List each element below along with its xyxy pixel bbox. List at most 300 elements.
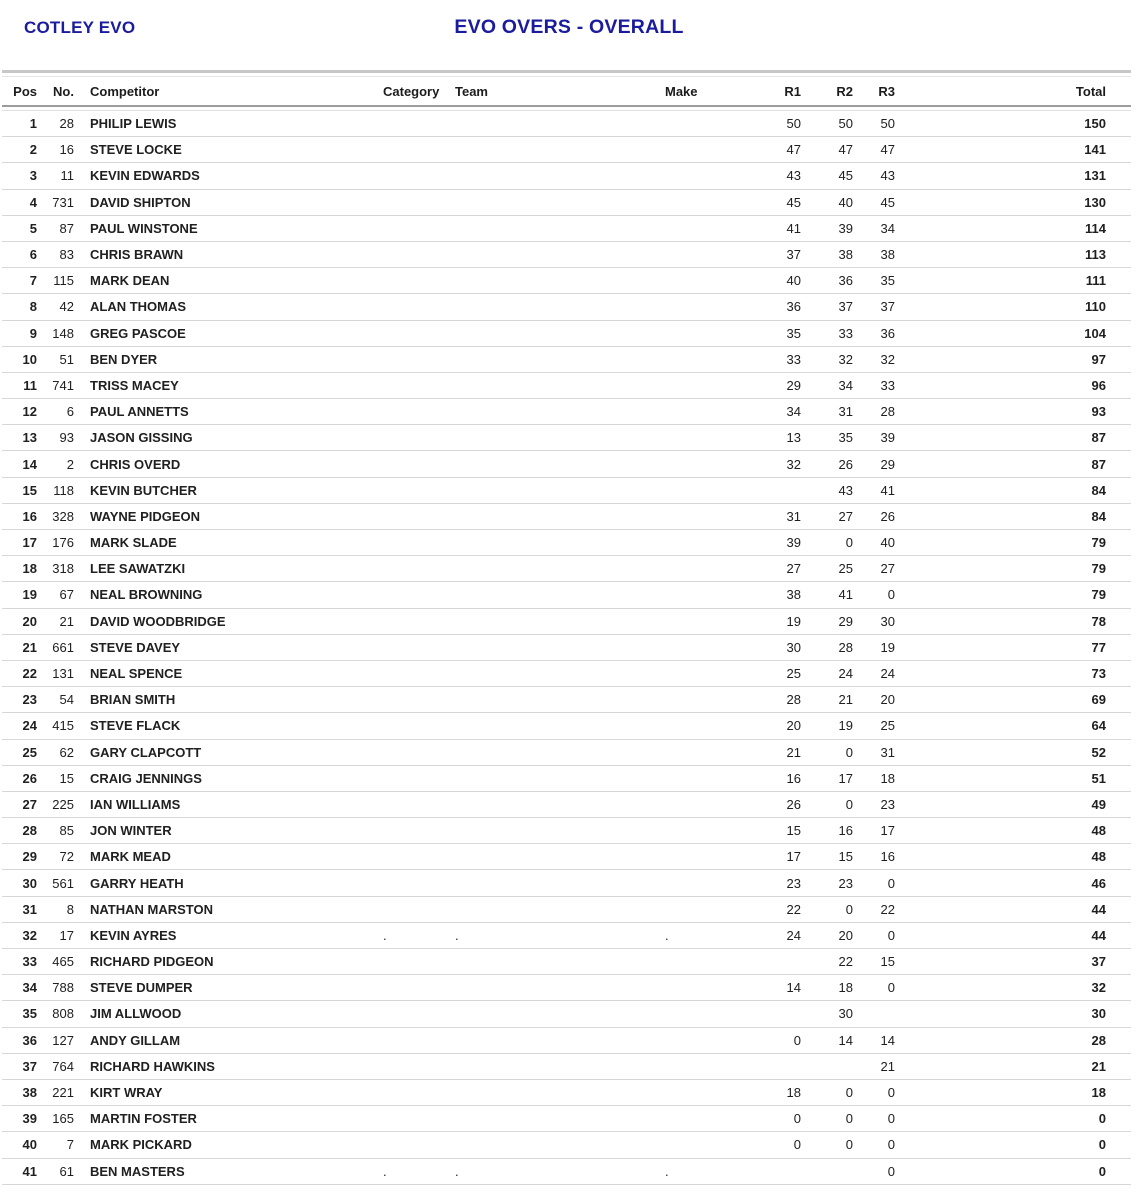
competitor-cell: NATHAN MARSTON [90, 901, 214, 917]
col-header-category: Category [383, 83, 440, 99]
table-row [2, 1159, 1131, 1185]
table-row [2, 1106, 1131, 1132]
total-cell: 111 [1085, 273, 1106, 289]
pos-cell: 17 [22, 535, 37, 551]
number-cell: 85 [59, 823, 74, 839]
competitor-cell: TRISS MACEY [90, 377, 179, 393]
competitor-cell: PAUL ANNETTS [90, 404, 189, 420]
r2-cell: 0 [845, 796, 853, 812]
number-cell: 54 [59, 692, 74, 708]
col-header-total: Total [1075, 83, 1106, 99]
pos-cell: 40 [22, 1137, 37, 1153]
competitor-cell: MARK MEAD [90, 849, 171, 865]
r2-cell: 35 [838, 430, 853, 446]
number-cell: 8 [66, 901, 74, 917]
category-cell: . [383, 927, 387, 943]
competitor-cell: JIM ALLWOOD [90, 1006, 182, 1022]
make-cell: . [665, 927, 669, 943]
table-row [2, 635, 1131, 661]
number-cell: 318 [52, 561, 74, 577]
make-cell: . [665, 1163, 669, 1179]
r3-cell: 35 [880, 273, 895, 289]
number-cell: 465 [52, 954, 74, 970]
pos-cell: 12 [22, 404, 37, 420]
total-cell: 87 [1091, 456, 1106, 472]
r1-cell: 43 [786, 168, 801, 184]
top-rule [2, 70, 1131, 77]
col-header-r2: R2 [836, 83, 853, 99]
table-row [2, 1054, 1131, 1080]
table-row [2, 661, 1131, 687]
r3-cell: 26 [880, 508, 895, 524]
total-cell: 93 [1091, 404, 1106, 420]
r2-cell: 33 [838, 325, 853, 341]
table-row [2, 373, 1131, 399]
table-body [2, 111, 1131, 1185]
number-cell: 93 [59, 430, 74, 446]
pos-cell: 24 [22, 718, 37, 734]
r3-cell: 33 [880, 377, 895, 393]
pos-cell: 35 [22, 1006, 37, 1022]
table-row [2, 163, 1131, 189]
number-cell: 176 [52, 535, 74, 551]
r3-cell: 27 [880, 561, 895, 577]
r3-cell: 25 [880, 718, 895, 734]
total-cell: 113 [1085, 247, 1106, 263]
r3-cell: 38 [880, 247, 895, 263]
table-row [2, 949, 1131, 975]
competitor-cell: STEVE LOCKE [90, 142, 182, 158]
results-table [2, 77, 1131, 107]
table-row [2, 399, 1131, 425]
r3-cell: 0 [887, 1111, 895, 1127]
table-row [2, 870, 1131, 896]
pos-cell: 25 [22, 744, 37, 760]
total-cell: 64 [1091, 718, 1106, 734]
pos-cell: 32 [22, 927, 37, 943]
r1-cell: 24 [786, 927, 801, 943]
competitor-cell: GARRY HEATH [90, 875, 184, 891]
total-cell: 141 [1084, 142, 1106, 158]
number-cell: 16 [59, 142, 74, 158]
competitor-cell: PAUL WINSTONE [90, 220, 198, 236]
total-cell: 78 [1091, 613, 1106, 629]
number-cell: 808 [52, 1006, 74, 1022]
table-row [2, 451, 1131, 477]
number-cell: 165 [52, 1111, 74, 1127]
number-cell: 731 [52, 194, 74, 210]
total-cell: 97 [1091, 351, 1106, 367]
total-cell: 73 [1091, 666, 1106, 682]
category-cell: . [383, 1163, 387, 1179]
number-cell: 148 [52, 325, 74, 341]
number-cell: 115 [53, 273, 74, 289]
pos-cell: 3 [29, 168, 37, 184]
team-cell: . [455, 927, 459, 943]
r2-cell: 21 [838, 692, 853, 708]
r2-cell: 27 [838, 508, 853, 524]
r2-cell: 43 [838, 482, 853, 498]
competitor-cell: BEN MASTERS [90, 1163, 185, 1179]
r3-cell: 40 [880, 535, 895, 551]
total-cell: 28 [1091, 1032, 1106, 1048]
competitor-cell: MARK DEAN [90, 273, 170, 289]
pos-cell: 20 [22, 613, 37, 629]
r1-cell: 15 [786, 823, 801, 839]
pos-cell: 33 [22, 954, 37, 970]
total-cell: 46 [1091, 875, 1106, 891]
r2-cell: 17 [838, 770, 853, 786]
total-cell: 79 [1091, 561, 1106, 577]
total-cell: 150 [1084, 116, 1106, 132]
event-title: EVO OVERS - OVERALL [454, 16, 684, 38]
competitor-cell: RICHARD PIDGEON [90, 954, 214, 970]
r1-cell: 36 [786, 299, 801, 315]
r3-cell: 15 [880, 954, 895, 970]
r2-cell: 0 [845, 901, 853, 917]
competitor-cell: IAN WILLIAMS [90, 796, 181, 812]
number-cell: 328 [52, 508, 74, 524]
r2-cell: 50 [838, 116, 853, 132]
r2-cell: 0 [845, 535, 853, 551]
table-row [2, 321, 1131, 347]
total-cell: 0 [1098, 1111, 1106, 1127]
number-cell: 127 [52, 1032, 74, 1048]
pos-cell: 8 [29, 299, 37, 315]
pos-cell: 19 [22, 587, 37, 603]
competitor-cell: KEVIN BUTCHER [90, 482, 197, 498]
competitor-cell: LEE SAWATZKI [90, 561, 186, 577]
total-cell: 37 [1091, 954, 1106, 970]
r3-cell: 37 [880, 299, 895, 315]
total-cell: 30 [1091, 1006, 1106, 1022]
table-row [2, 504, 1131, 530]
r2-cell: 15 [838, 849, 853, 865]
number-cell: 62 [59, 744, 74, 760]
pos-cell: 30 [22, 875, 37, 891]
total-cell: 84 [1091, 482, 1106, 498]
r3-cell: 50 [880, 116, 895, 132]
total-cell: 114 [1085, 220, 1106, 236]
total-cell: 48 [1091, 849, 1106, 865]
r2-cell: 47 [838, 142, 853, 158]
competitor-cell: GARY CLAPCOTT [90, 744, 202, 760]
number-cell: 561 [52, 875, 74, 891]
r1-cell: 0 [793, 1032, 801, 1048]
number-cell: 415 [52, 718, 74, 734]
total-cell: 32 [1091, 980, 1106, 996]
r3-cell: 31 [880, 744, 895, 760]
col-header-team: Team [455, 83, 488, 99]
table-row [2, 111, 1131, 137]
r1-cell: 13 [786, 430, 801, 446]
r1-cell: 23 [786, 875, 801, 891]
r2-cell: 0 [845, 1111, 853, 1127]
r1-cell: 33 [786, 351, 801, 367]
number-cell: 2 [66, 456, 74, 472]
pos-cell: 26 [22, 770, 37, 786]
pos-cell: 2 [29, 142, 37, 158]
pos-cell: 34 [22, 980, 37, 996]
table-row [2, 1001, 1131, 1027]
r1-cell: 34 [786, 404, 801, 420]
competitor-cell: BEN DYER [90, 351, 158, 367]
number-cell: 741 [52, 377, 74, 393]
r1-cell: 26 [786, 796, 801, 812]
r3-cell: 17 [880, 823, 895, 839]
table-row [2, 190, 1131, 216]
number-cell: 17 [59, 927, 74, 943]
total-cell: 130 [1084, 194, 1106, 210]
total-cell: 52 [1091, 744, 1106, 760]
number-cell: 61 [59, 1163, 74, 1179]
r3-cell: 0 [887, 980, 895, 996]
r3-cell: 29 [880, 456, 895, 472]
total-cell: 104 [1084, 325, 1106, 341]
competitor-cell: STEVE FLACK [90, 718, 181, 734]
competitor-cell: MARK PICKARD [90, 1137, 192, 1153]
r2-cell: 30 [838, 1006, 853, 1022]
competitor-cell: JON WINTER [90, 823, 172, 839]
r2-cell: 16 [838, 823, 853, 839]
club-title: COTLEY EVO [24, 18, 136, 37]
total-cell: 0 [1098, 1137, 1106, 1153]
competitor-cell: STEVE DUMPER [90, 980, 193, 996]
table-row [2, 687, 1131, 713]
competitor-cell: MARK SLADE [90, 535, 177, 551]
table-row [2, 1132, 1131, 1158]
r3-cell: 0 [887, 1163, 895, 1179]
col-header-r1: R1 [784, 83, 801, 99]
r2-cell: 34 [838, 377, 853, 393]
r3-cell: 23 [880, 796, 895, 812]
total-cell: 79 [1091, 587, 1106, 603]
competitor-cell: RICHARD HAWKINS [90, 1058, 215, 1074]
r1-cell: 0 [793, 1137, 801, 1153]
total-cell: 69 [1091, 692, 1106, 708]
table-row [2, 1028, 1131, 1054]
number-cell: 225 [52, 796, 74, 812]
r3-cell: 16 [880, 849, 895, 865]
number-cell: 15 [59, 770, 74, 786]
page-header [0, 0, 1138, 70]
pos-cell: 15 [22, 482, 37, 498]
r3-cell: 22 [880, 901, 895, 917]
r1-cell: 27 [786, 561, 801, 577]
r1-cell: 39 [786, 535, 801, 551]
r2-cell: 19 [838, 718, 853, 734]
table-row [2, 242, 1131, 268]
total-cell: 96 [1091, 377, 1106, 393]
number-cell: 221 [52, 1085, 74, 1101]
col-header-pos: Pos [13, 83, 37, 99]
number-cell: 118 [53, 482, 74, 498]
pos-cell: 29 [22, 849, 37, 865]
number-cell: 21 [59, 613, 74, 629]
r3-cell: 32 [880, 351, 895, 367]
r1-cell: 28 [786, 692, 801, 708]
table-row [2, 818, 1131, 844]
r1-cell: 19 [786, 613, 801, 629]
competitor-cell: DAVID WOODBRIDGE [90, 613, 226, 629]
pos-cell: 27 [22, 796, 37, 812]
number-cell: 51 [59, 351, 74, 367]
r1-cell: 21 [786, 744, 801, 760]
r3-cell: 39 [880, 430, 895, 446]
total-cell: 79 [1091, 535, 1106, 551]
pos-cell: 6 [29, 247, 37, 263]
total-cell: 131 [1084, 168, 1106, 184]
competitor-cell: KIRT WRAY [90, 1085, 163, 1101]
r1-cell: 30 [786, 639, 801, 655]
competitor-cell: JASON GISSING [90, 430, 193, 446]
competitor-cell: CHRIS OVERD [90, 456, 181, 472]
col-header-competitor: Competitor [90, 83, 160, 99]
competitor-cell: ALAN THOMAS [90, 299, 187, 315]
r2-cell: 26 [838, 456, 853, 472]
r3-cell: 21 [880, 1058, 895, 1074]
total-cell: 77 [1091, 639, 1106, 655]
col-header-make: Make [665, 83, 698, 99]
r1-cell: 45 [786, 194, 801, 210]
competitor-cell: BRIAN SMITH [90, 692, 176, 708]
table-row [2, 137, 1131, 163]
r2-cell: 39 [838, 220, 853, 236]
table-row [2, 844, 1131, 870]
r2-cell: 45 [838, 168, 853, 184]
pos-cell: 16 [22, 508, 37, 524]
number-cell: 764 [52, 1058, 74, 1074]
total-cell: 49 [1091, 796, 1106, 812]
r1-cell: 35 [786, 325, 801, 341]
r1-cell: 50 [786, 116, 801, 132]
number-cell: 42 [59, 299, 74, 315]
pos-cell: 10 [22, 351, 37, 367]
r1-cell: 37 [786, 247, 801, 263]
total-cell: 44 [1091, 901, 1106, 917]
r3-cell: 0 [887, 927, 895, 943]
pos-cell: 38 [22, 1085, 37, 1101]
pos-cell: 1 [29, 116, 37, 132]
total-cell: 48 [1091, 823, 1106, 839]
r2-cell: 37 [838, 299, 853, 315]
competitor-cell: ANDY GILLAM [90, 1032, 181, 1048]
table-row [2, 478, 1131, 504]
r1-cell: 25 [786, 666, 801, 682]
competitor-cell: CRAIG JENNINGS [90, 770, 202, 786]
r3-cell: 47 [880, 142, 895, 158]
r1-cell: 40 [786, 273, 801, 289]
number-cell: 7 [66, 1137, 74, 1153]
r3-cell: 20 [880, 692, 895, 708]
pos-cell: 18 [22, 561, 37, 577]
number-cell: 11 [60, 168, 74, 184]
competitor-cell: NEAL BROWNING [90, 587, 203, 603]
competitor-cell: KEVIN AYRES [90, 927, 177, 943]
r1-cell: 41 [786, 220, 801, 236]
r2-cell: 0 [845, 1137, 853, 1153]
r1-cell: 16 [786, 770, 801, 786]
pos-cell: 7 [29, 273, 37, 289]
col-header-r3: R3 [878, 83, 895, 99]
r2-cell: 28 [838, 639, 853, 655]
table-row [2, 713, 1131, 739]
r2-cell: 32 [838, 351, 853, 367]
r3-cell: 0 [887, 1085, 895, 1101]
number-cell: 67 [59, 587, 74, 603]
number-cell: 28 [59, 116, 74, 132]
r2-cell: 25 [838, 561, 853, 577]
r1-cell: 31 [786, 508, 801, 524]
table-row [2, 556, 1131, 582]
competitor-cell: MARTIN FOSTER [90, 1111, 197, 1127]
table-row [2, 897, 1131, 923]
r3-cell: 19 [880, 639, 895, 655]
r2-cell: 22 [838, 954, 853, 970]
table-row [2, 268, 1131, 294]
r1-cell: 22 [786, 901, 801, 917]
pos-cell: 22 [22, 666, 37, 682]
r3-cell: 0 [887, 1137, 895, 1153]
competitor-cell: STEVE DAVEY [90, 639, 181, 655]
table-row [2, 294, 1131, 320]
competitor-cell: NEAL SPENCE [90, 666, 183, 682]
number-cell: 83 [59, 247, 74, 263]
r3-cell: 41 [880, 482, 895, 498]
pos-cell: 41 [22, 1163, 37, 1179]
table-row [2, 582, 1131, 608]
r3-cell: 34 [880, 220, 895, 236]
table-row [2, 1080, 1131, 1106]
total-cell: 0 [1098, 1163, 1106, 1179]
r1-cell: 17 [786, 849, 801, 865]
r2-cell: 38 [838, 247, 853, 263]
r2-cell: 29 [838, 613, 853, 629]
r2-cell: 0 [845, 744, 853, 760]
r3-cell: 18 [880, 770, 895, 786]
table-row [2, 347, 1131, 373]
pos-cell: 11 [23, 377, 37, 393]
number-cell: 6 [66, 404, 74, 420]
table-row [2, 530, 1131, 556]
r3-cell: 36 [880, 325, 895, 341]
pos-cell: 31 [22, 901, 37, 917]
r2-cell: 36 [838, 273, 853, 289]
competitor-cell: PHILIP LEWIS [90, 116, 177, 132]
r1-cell: 32 [786, 456, 801, 472]
table-row [2, 740, 1131, 766]
r3-cell: 30 [880, 613, 895, 629]
r3-cell: 43 [880, 168, 895, 184]
r1-cell: 20 [786, 718, 801, 734]
pos-cell: 21 [22, 639, 37, 655]
r3-cell: 0 [887, 875, 895, 891]
competitor-cell: WAYNE PIDGEON [90, 508, 201, 524]
r3-cell: 14 [880, 1032, 895, 1048]
number-cell: 661 [52, 639, 74, 655]
total-cell: 18 [1091, 1085, 1106, 1101]
table-row [2, 923, 1131, 949]
total-cell: 51 [1091, 770, 1106, 786]
r1-cell: 14 [786, 980, 801, 996]
r2-cell: 18 [838, 980, 853, 996]
r2-cell: 40 [838, 194, 853, 210]
pos-cell: 13 [22, 430, 37, 446]
total-cell: 44 [1091, 927, 1106, 943]
competitor-cell: KEVIN EDWARDS [90, 168, 200, 184]
r1-cell: 38 [786, 587, 801, 603]
total-cell: 110 [1085, 299, 1106, 315]
